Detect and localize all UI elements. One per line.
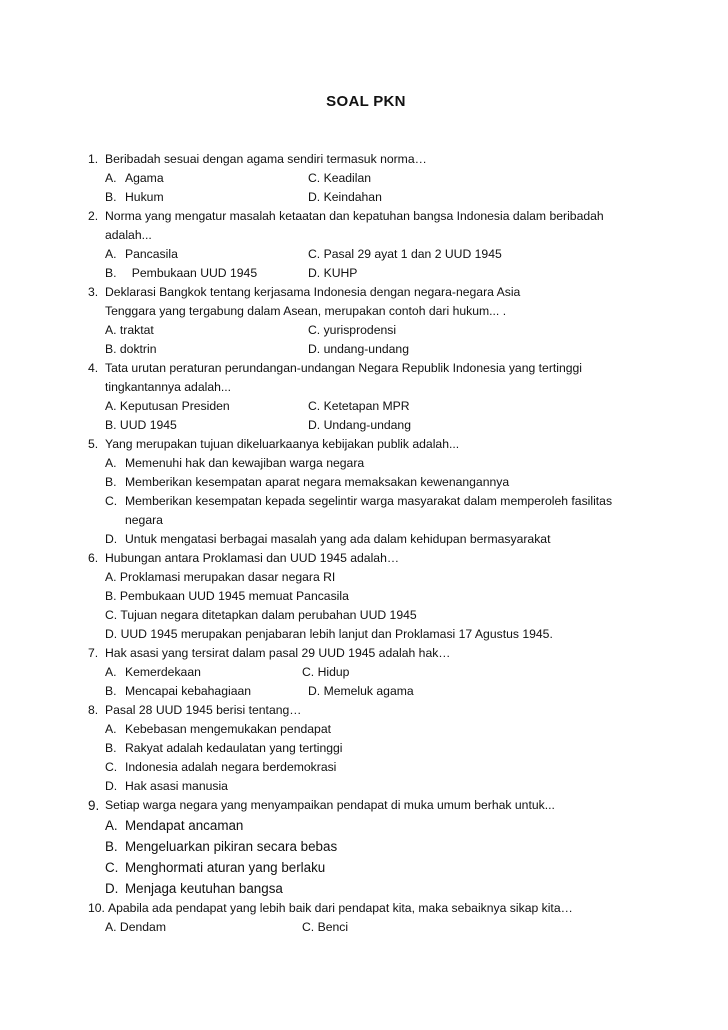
question-number: 10.: [88, 901, 105, 915]
option-a: A. Pancasila: [105, 247, 178, 261]
option-a: A. Proklamasi merupakan dasar negara RI: [105, 570, 336, 584]
option-row: [88, 321, 688, 340]
option-row: [88, 245, 688, 264]
question-2: [88, 207, 688, 226]
question-number: 4.: [88, 361, 99, 375]
option-row: [88, 264, 688, 283]
question-text: Deklarasi Bangkok tentang kerjasama Indonesia dengan negara-negara Asia: [105, 285, 521, 299]
option-d: D. UUD 1945 merupakan penjabaran lebih lanjut dan Proklamasi 17 Agustus 1945.: [105, 627, 553, 641]
question-text-continued: Tenggara yang tergabung dalam Asean, merupakan contoh dari hukum... .: [105, 304, 507, 318]
question-10: [88, 899, 688, 918]
question-text: Norma yang mengatur masalah ketaatan dan kepatuhan bangsa Indonesia dalam beribadah: [105, 209, 604, 223]
option-d: D. Untuk mengatasi berbagai masalah yang ada dalam kehidupan bermasyarakat: [105, 532, 551, 546]
option-b: B. UUD 1945: [105, 418, 177, 432]
option-row: [88, 340, 688, 359]
question-text: Beribadah sesuai dengan agama sendiri termasuk norma…: [105, 152, 427, 166]
option-c: C. yurisprodensi: [308, 323, 397, 337]
option-d: D. undang-undang: [308, 342, 409, 356]
option-c: C. Benci: [302, 920, 349, 934]
question-number: 1.: [88, 152, 99, 166]
question-7: [88, 644, 688, 663]
option-row: [88, 397, 688, 416]
option-b: B. Memberikan kesempatan aparat negara memaksakan kewenangannya: [105, 475, 510, 489]
question-number: 5.: [88, 437, 99, 451]
option-b: B. Pembukaan UUD 1945 memuat Pancasila: [105, 589, 349, 603]
option-a: A. Kebebasan mengemukakan pendapat: [105, 722, 331, 736]
question-text: Tata urutan peraturan perundangan-undangan Negara Republik Indonesia yang tertinggi: [105, 361, 583, 375]
question-3: [88, 283, 688, 302]
question-text-continued: adalah...: [105, 228, 152, 242]
option-c: C. Memberikan kesempatan kepada segelintir warga masyarakat dalam memperoleh fasilitas: [105, 494, 613, 508]
option-row: [88, 416, 688, 435]
question-number: 2.: [88, 209, 99, 223]
option-a: A. Memenuhi hak dan kewajiban warga negara: [105, 456, 365, 470]
question-list: [88, 150, 688, 937]
question-text-continued: tingkantannya adalah...: [105, 380, 232, 394]
question-text: Setiap warga negara yang menyampaikan pendapat di muka umum berhak untuk...: [105, 798, 555, 812]
option-b: B. Mencapai kebahagiaan: [105, 684, 252, 698]
question-9: [88, 796, 688, 815]
option-b: B. Pembukaan UUD 1945: [105, 266, 258, 280]
option-a: A. Kemerdekaan: [105, 665, 201, 679]
option-row: [88, 188, 688, 207]
option-c: C. Pasal 29 ayat 1 dan 2 UUD 1945: [308, 247, 502, 261]
option-d: D. Hak asasi manusia: [105, 779, 228, 793]
option-d: D. Menjaga keutuhan bangsa: [105, 881, 283, 896]
question-number: 9.: [88, 798, 100, 813]
option-c: C. Tujuan negara ditetapkan dalam perubahan UUD 1945: [105, 608, 417, 622]
question-text: Yang merupakan tujuan dikeluarkaanya kebijakan publik adalah...: [105, 437, 460, 451]
document-title: SOAL PKN: [326, 93, 406, 110]
option-b: B. Mengeluarkan pikiran secara bebas: [105, 839, 338, 854]
question-number: 6.: [88, 551, 99, 565]
option-row: [88, 918, 688, 937]
question-4: [88, 359, 688, 378]
option-row: [88, 169, 688, 188]
option-a: A. Mendapat ancaman: [105, 818, 244, 833]
option-b: B. Rakyat adalah kedaulatan yang tertinggi: [105, 741, 343, 755]
question-text: Hubungan antara Proklamasi dan UUD 1945 adalah…: [105, 551, 400, 565]
option-d: D. KUHP: [308, 266, 358, 280]
option-d: D. Memeluk agama: [308, 684, 414, 698]
question-text: Pasal 28 UUD 1945 berisi tentang…: [105, 703, 302, 717]
question-text: Hak asasi yang tersirat dalam pasal 29 UUD 1945 adalah hak…: [105, 646, 451, 660]
question-number: 7.: [88, 646, 99, 660]
question-1: [88, 150, 688, 169]
question-6: [88, 549, 688, 568]
option-row: [88, 682, 688, 701]
option-c: C. Keadilan: [308, 171, 372, 185]
option-c: C. Ketetapan MPR: [308, 399, 410, 413]
option-c: C. Indonesia adalah negara berdemokrasi: [105, 760, 337, 774]
option-a: A. Dendam: [105, 920, 166, 934]
question-8: [88, 701, 688, 720]
question-text: Apabila ada pendapat yang lebih baik dari pendapat kita, maka sebaiknya sikap kita…: [108, 901, 573, 915]
option-d: D. Undang-undang: [308, 418, 411, 432]
option-d: D. Keindahan: [308, 190, 382, 204]
question-number: 8.: [88, 703, 99, 717]
option-row: [88, 663, 688, 682]
option-c: C. Menghormati aturan yang berlaku: [105, 860, 326, 875]
option-c: C. Hidup: [302, 665, 350, 679]
option-a: A. traktat: [105, 323, 154, 337]
option-a: A. Agama: [105, 171, 164, 185]
question-5: [88, 435, 688, 454]
option-b: B. doktrin: [105, 342, 157, 356]
question-number: 3.: [88, 285, 99, 299]
option-c-continued: negara: [125, 513, 163, 527]
option-b: B. Hukum: [105, 190, 164, 204]
option-a: A. Keputusan Presiden: [105, 399, 230, 413]
